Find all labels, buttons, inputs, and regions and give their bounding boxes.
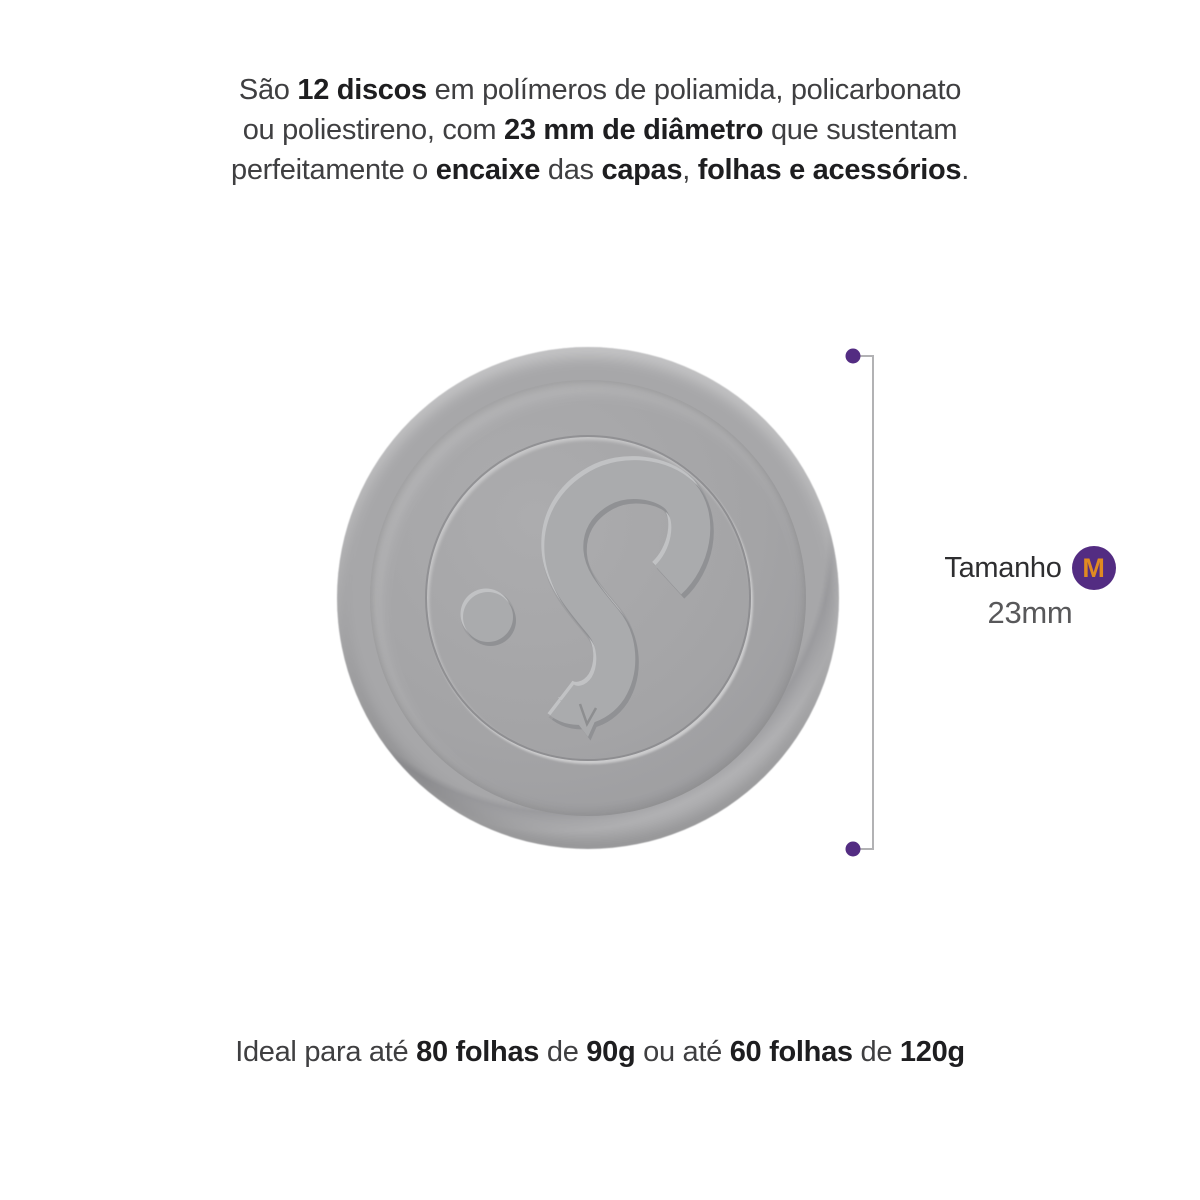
text-segment-bold: 60 folhas (729, 1036, 853, 1068)
text-segment: de (852, 1036, 900, 1068)
intro-line-2 (0, 110, 1200, 150)
measure-dot-bottom-icon (846, 842, 861, 857)
capacity-note (0, 1032, 1200, 1072)
size-label: Tamanho (944, 551, 1062, 584)
text-segment: que sustentam (763, 114, 958, 146)
text-segment: ou até (635, 1036, 730, 1068)
logo-surface (463, 480, 691, 737)
intro-paragraph (0, 70, 1200, 190)
disc-image (337, 347, 839, 849)
text-segment: São (238, 74, 298, 106)
text-segment: ou poliestireno, com (242, 114, 504, 146)
text-segment-bold: 90g (586, 1036, 636, 1068)
text-segment-bold: 12 discos (297, 74, 427, 106)
size-value: 23mm (987, 595, 1073, 630)
text-segment: Ideal para até (235, 1036, 417, 1068)
text-segment-bold: 23 mm de diâmetro (503, 114, 764, 146)
size-row (930, 546, 1130, 590)
text-segment: de (539, 1036, 587, 1068)
size-badge (1072, 546, 1116, 590)
text-segment-bold: 80 folhas (416, 1036, 540, 1068)
logo-dot-icon (463, 592, 513, 642)
text-segment: em polímeros de poliamida, policarbonato (426, 74, 962, 106)
size-annotation (930, 546, 1130, 631)
text-segment: , (682, 154, 698, 186)
text-segment-bold: capas (601, 154, 683, 186)
text-segment-bold: folhas e acessórios (697, 154, 962, 186)
measure-line (853, 356, 873, 849)
text-segment-bold: 120g (899, 1036, 965, 1068)
text-segment: perfeitamente o (231, 154, 436, 186)
measure-bracket (838, 340, 888, 865)
intro-line-1 (0, 70, 1200, 110)
size-badge-letter: M (1082, 552, 1105, 583)
text-segment-bold: encaixe (435, 154, 541, 186)
measure-dot-top-icon (846, 349, 861, 364)
intro-line-3 (0, 150, 1200, 190)
text-segment: das (540, 154, 602, 186)
text-segment: . (961, 154, 969, 186)
is-logo-icon (337, 347, 839, 849)
